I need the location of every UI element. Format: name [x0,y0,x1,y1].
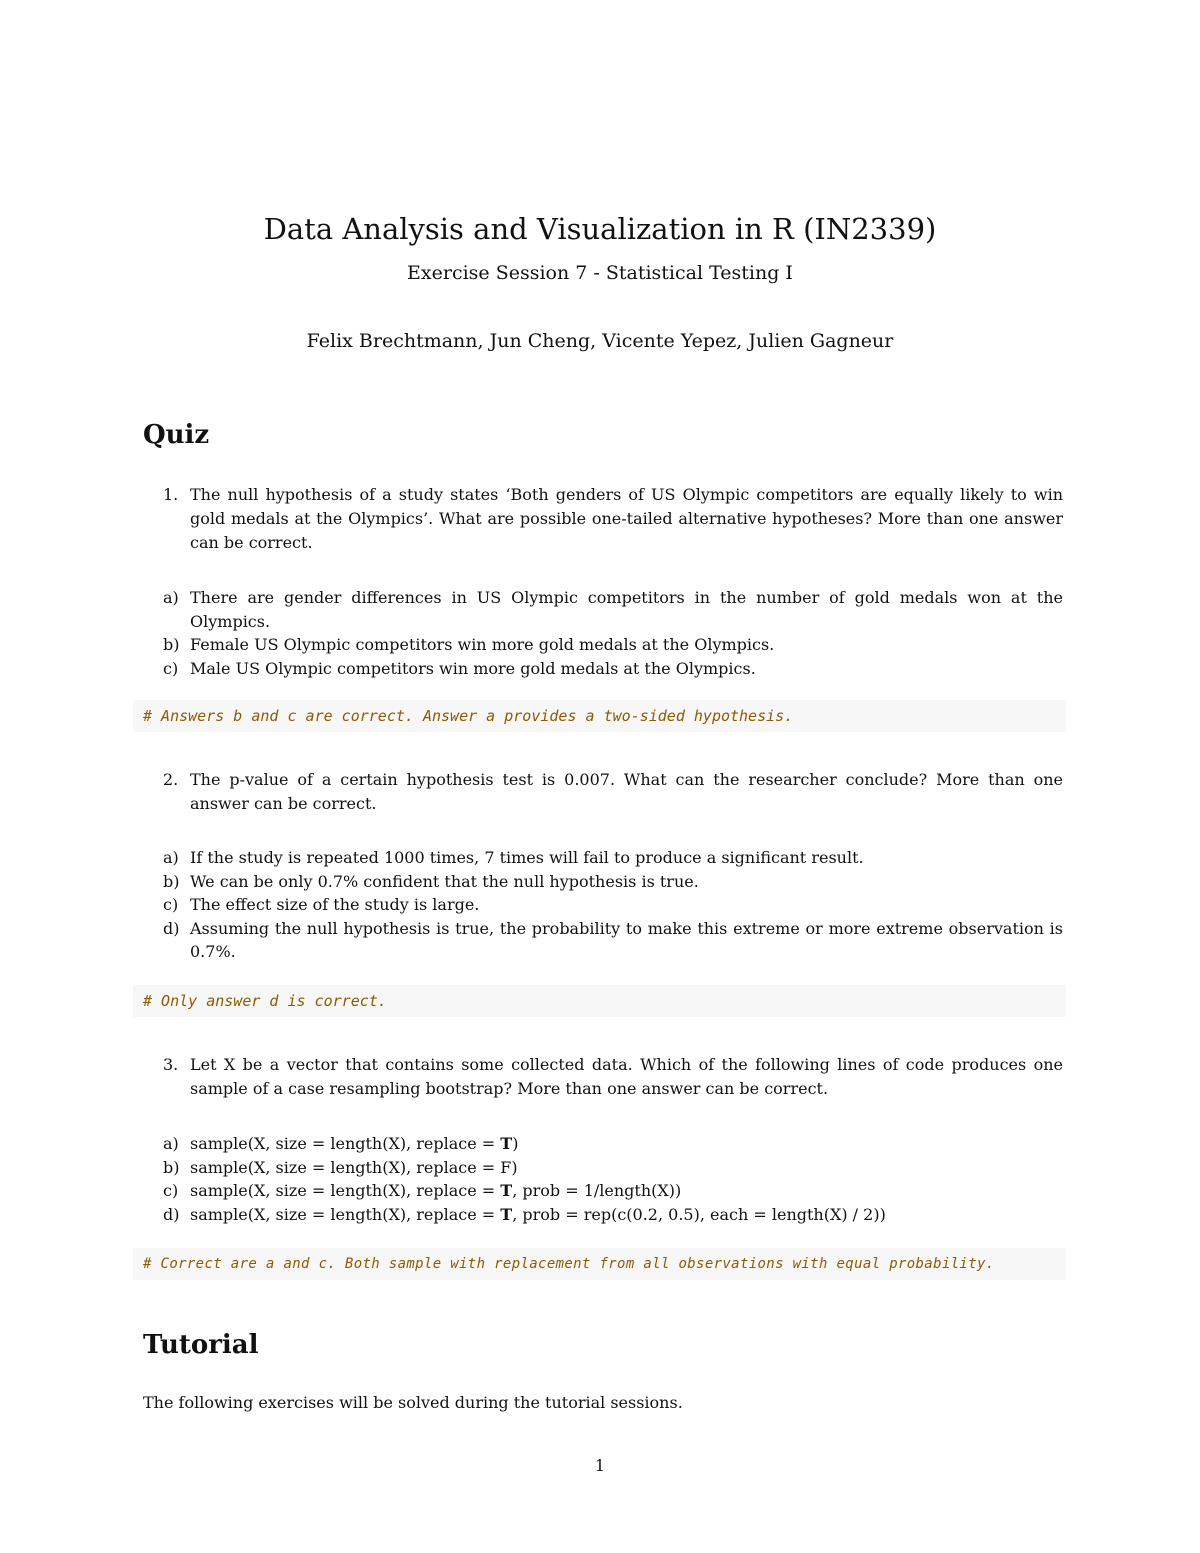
answer-code-block: # Answers b and c are correct. Answer a provides a two-sided hypothesis. [133,700,1066,732]
option-item [143,1132,1063,1156]
option-item [143,633,1063,657]
option-label: a) [163,588,179,607]
answer-code-block: # Only answer d is correct. [133,985,1066,1017]
option-code-text: sample(X, size = length(X), replace = F) [190,1157,518,1177]
option-text: Male US Olympic competitors win more gold medals at the Olympics. [190,658,756,678]
tutorial-intro-text: The following exercises will be solved during the tutorial sessions. [143,1393,683,1412]
option-code-text: , prob = rep(c(0.2, 0.5), each = length(X) / 2)) [512,1204,886,1224]
option-code-text: ) [512,1134,519,1153]
question-3 [143,1053,1063,1101]
option-label: d) [163,1204,180,1224]
option-code-bold: T [500,1134,513,1153]
option-item [143,657,1063,681]
option-item [143,870,1063,894]
document-title: Data Analysis and Visualization in R (IN2339) [263,212,937,246]
question-number: 1. [163,485,179,504]
option-label: b) [163,1157,180,1177]
option-item [143,586,1063,633]
option-item [143,1203,1063,1227]
option-code-text: , prob = 1/length(X)) [512,1181,682,1200]
question-2-options [143,846,1063,964]
option-text: We can be only 0.7% confident that the null hypothesis is true. [190,871,699,891]
tutorial-heading: Tutorial [143,1330,259,1360]
option-item [143,846,1063,870]
option-item [143,1156,1063,1180]
option-text: The effect size of the study is large. [190,895,480,914]
question-number: 2. [163,770,179,789]
option-code-bold: T [500,1181,513,1200]
option-label: c) [163,895,179,914]
option-label: a) [163,1134,179,1153]
option-item [143,893,1063,917]
option-label: c) [163,658,179,678]
option-item [143,1179,1063,1203]
question-3-options [143,1132,1063,1226]
question-text: The p-value of a certain hypothesis test is 0.007. What can the researcher conclude? More than one answer can be correct. [190,770,1063,813]
page-number: 1 [594,1456,606,1475]
option-code-text: sample(X, size = length(X), replace = [190,1181,501,1200]
option-code-bold: T [500,1204,513,1224]
option-label: a) [163,848,179,867]
document-authors: Felix Brechtmann, Jun Cheng, Vicente Yepez, Julien Gagneur [306,330,894,352]
question-1-options [143,586,1063,680]
question-text: Let X be a vector that contains some collected data. Which of the following lines of code produces one sample of a case resampling bootstrap? More than one answer can be correct. [190,1055,1063,1098]
question-number: 3. [163,1055,179,1074]
option-label: b) [163,871,180,891]
answer-code-block: # Correct are a and c. Both sample with replacement from all observations with equal probability. [133,1248,1066,1280]
option-text: Female US Olympic competitors win more gold medals at the Olympics. [190,635,775,654]
question-2 [143,768,1063,816]
option-label: b) [163,635,180,654]
option-item [143,917,1063,964]
document-subtitle: Exercise Session 7 - Statistical Testing I [407,262,793,284]
option-code-text: sample(X, size = length(X), replace = [190,1204,501,1224]
option-text: There are gender differences in US Olympic competitors in the number of gold medals won at the Olympics. [190,588,1063,631]
question-1 [143,483,1063,555]
option-text: If the study is repeated 1000 times, 7 times will fail to produce a significant result. [190,848,864,867]
option-label: d) [163,918,180,938]
option-text: Assuming the null hypothesis is true, the probability to make this extreme or more extreme observation is 0.7%. [190,918,1063,961]
question-text: The null hypothesis of a study states ‘Both genders of US Olympic competitors are equally likely to win gold medals at the Olympics’. What are possible one-tailed alternative hypotheses? More than one answer can be correct. [190,485,1063,552]
option-code-text: sample(X, size = length(X), replace = [190,1134,501,1153]
option-label: c) [163,1181,179,1200]
quiz-heading: Quiz [143,420,210,450]
